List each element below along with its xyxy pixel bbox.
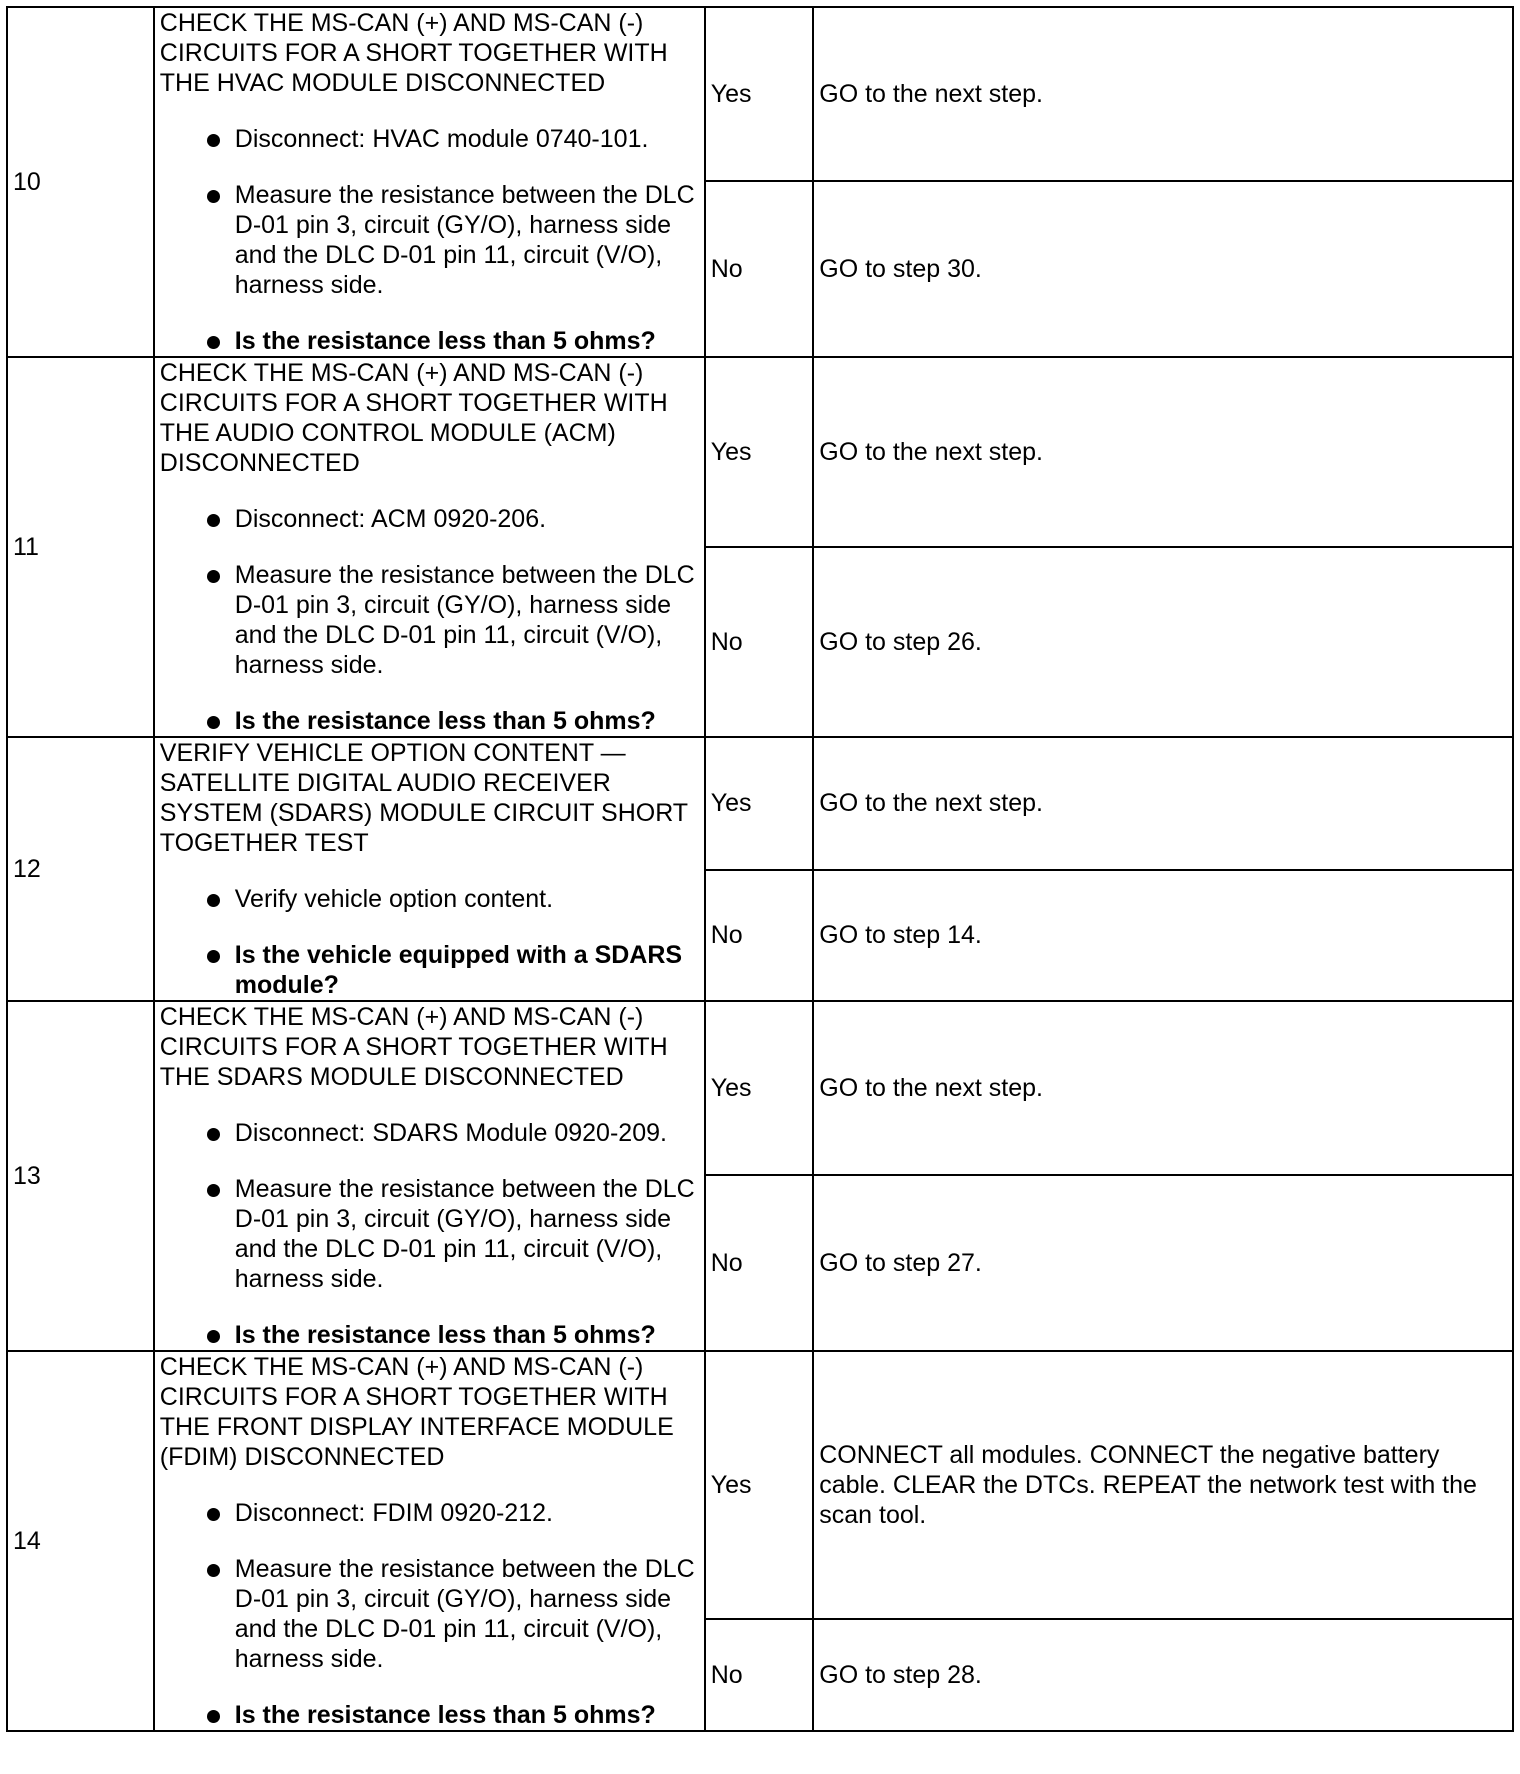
step-question: Is the vehicle equipped with a SDARS module?: [160, 940, 699, 1000]
step-instructions: [160, 124, 699, 356]
step-number: 10: [7, 7, 154, 357]
action-yes: CONNECT all modules. CONNECT the negative battery cable. CLEAR the DTCs. REPEAT the network test with the scan tool.: [813, 1351, 1513, 1619]
step-procedure: [154, 1351, 705, 1731]
answer-yes: Yes: [705, 1351, 814, 1619]
action-no: GO to step 30.: [813, 181, 1513, 357]
step-question: Is the resistance less than 5 ohms?: [160, 1320, 699, 1350]
pinpoint-test-table: [6, 6, 1514, 1732]
step-number: 11: [7, 357, 154, 737]
action-yes: GO to the next step.: [813, 357, 1513, 547]
answer-yes: Yes: [705, 737, 814, 870]
answer-no: No: [705, 1175, 814, 1351]
step-title: CHECK THE MS-CAN (+) AND MS-CAN (-) CIRCUITS FOR A SHORT TOGETHER WITH THE HVAC MODULE DISCONNECTED: [159, 9, 668, 97]
step-question: Is the resistance less than 5 ohms?: [160, 706, 699, 736]
action-no: GO to step 28.: [813, 1619, 1513, 1731]
step-row-yes: [7, 7, 1513, 181]
answer-yes: Yes: [705, 1001, 814, 1175]
instruction-item: Measure the resistance between the DLC D-01 pin 3, circuit (GY/O), harness side and the DLC D-01 pin 11, circuit (V/O), harness side.: [160, 180, 699, 300]
answer-no: No: [705, 870, 814, 1001]
answer-yes: Yes: [705, 357, 814, 547]
step-instructions: [160, 1118, 699, 1350]
step-number: 14: [7, 1351, 154, 1731]
answer-no: No: [705, 1619, 814, 1731]
step-question: Is the resistance less than 5 ohms?: [160, 1700, 699, 1730]
step-question: Is the resistance less than 5 ohms?: [160, 326, 699, 356]
instruction-item: Verify vehicle option content.: [160, 884, 699, 914]
action-no: GO to step 26.: [813, 547, 1513, 737]
step-title: CHECK THE MS-CAN (+) AND MS-CAN (-) CIRCUITS FOR A SHORT TOGETHER WITH THE AUDIO CONTROL MODULE (ACM) DISCONNECTED: [159, 359, 668, 477]
step-instructions: [160, 884, 699, 1000]
instruction-item: Disconnect: FDIM 0920-212.: [160, 1498, 699, 1528]
step-procedure: [154, 357, 705, 737]
step-row-yes: [7, 1351, 1513, 1619]
step-row-yes: [7, 1001, 1513, 1175]
instruction-item: Disconnect: SDARS Module 0920-209.: [160, 1118, 699, 1148]
instruction-item: Disconnect: HVAC module 0740-101.: [160, 124, 699, 154]
answer-no: No: [705, 181, 814, 357]
step-procedure: [154, 737, 705, 1001]
action-yes: GO to the next step.: [813, 1001, 1513, 1175]
instruction-item: Measure the resistance between the DLC D-01 pin 3, circuit (GY/O), harness side and the DLC D-01 pin 11, circuit (V/O), harness side.: [160, 1174, 699, 1294]
step-number: 12: [7, 737, 154, 1001]
step-number: 13: [7, 1001, 154, 1351]
instruction-item: Disconnect: ACM 0920-206.: [160, 504, 699, 534]
action-no: GO to step 14.: [813, 870, 1513, 1001]
answer-no: No: [705, 547, 814, 737]
action-yes: GO to the next step.: [813, 737, 1513, 870]
step-title: VERIFY VEHICLE OPTION CONTENT — SATELLITE DIGITAL AUDIO RECEIVER SYSTEM (SDARS) MODULE CIRCUIT SHORT TOGETHER TEST: [159, 739, 688, 857]
answer-yes: Yes: [705, 7, 814, 181]
step-procedure: [154, 1001, 705, 1351]
step-row-yes: [7, 357, 1513, 547]
step-instructions: [160, 1498, 699, 1730]
action-yes: GO to the next step.: [813, 7, 1513, 181]
step-title: CHECK THE MS-CAN (+) AND MS-CAN (-) CIRCUITS FOR A SHORT TOGETHER WITH THE FRONT DISPLAY INTERFACE MODULE (FDIM) DISCONNECTED: [159, 1353, 674, 1471]
step-instructions: [160, 504, 699, 736]
instruction-item: Measure the resistance between the DLC D-01 pin 3, circuit (GY/O), harness side and the DLC D-01 pin 11, circuit (V/O), harness side.: [160, 1554, 699, 1674]
instruction-item: Measure the resistance between the DLC D-01 pin 3, circuit (GY/O), harness side and the DLC D-01 pin 11, circuit (V/O), harness side.: [160, 560, 699, 680]
step-row-yes: [7, 737, 1513, 870]
step-procedure: [154, 7, 705, 357]
step-title: CHECK THE MS-CAN (+) AND MS-CAN (-) CIRCUITS FOR A SHORT TOGETHER WITH THE SDARS MODULE DISCONNECTED: [159, 1003, 668, 1091]
steps-body: [7, 7, 1513, 1731]
action-no: GO to step 27.: [813, 1175, 1513, 1351]
